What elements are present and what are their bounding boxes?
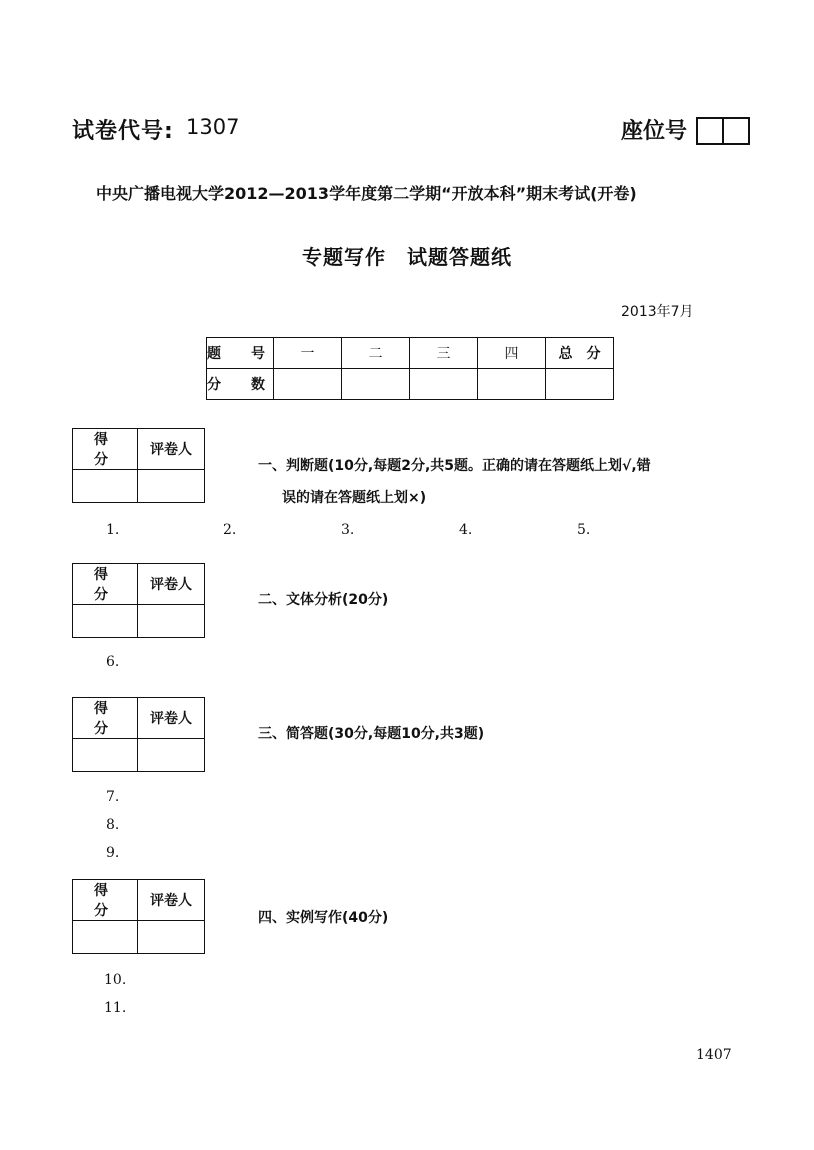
grader-box-4	[72, 879, 205, 954]
section-2-title: 二、文体分析(20分)	[258, 592, 389, 608]
score-header: 得 分	[73, 698, 138, 739]
paper-code-value: 1307	[186, 115, 240, 139]
score-cell-1[interactable]	[274, 369, 342, 400]
question-item: 5.	[577, 522, 591, 538]
section-1-title-cont: 误的请在答题纸上划×)	[282, 490, 427, 506]
question-item: 7.	[106, 789, 120, 805]
score-entry[interactable]	[73, 470, 138, 503]
column-4: 四	[478, 338, 546, 369]
score-entry[interactable]	[73, 739, 138, 772]
grader-entry[interactable]	[138, 921, 205, 954]
score-entry[interactable]	[73, 605, 138, 638]
grader-box-2	[72, 563, 205, 638]
question-item: 9.	[106, 845, 120, 861]
score-cell-3[interactable]	[410, 369, 478, 400]
score-table-score-row	[207, 369, 614, 400]
grader-entry[interactable]	[138, 739, 205, 772]
score-entry[interactable]	[73, 921, 138, 954]
question-item: 6.	[106, 654, 120, 670]
seat-number-box-2[interactable]	[722, 117, 750, 145]
question-item: 8.	[106, 817, 120, 833]
score-cell-4[interactable]	[478, 369, 546, 400]
paper-title: 专题写作 试题答题纸	[302, 245, 512, 269]
exam-date: 2013年7月	[621, 304, 694, 320]
question-item: 3.	[341, 522, 355, 538]
question-item: 2.	[223, 522, 237, 538]
section-1-title: 一、判断题(10分,每题2分,共5题。正确的请在答题纸上划√,错	[258, 458, 651, 474]
question-item: 10.	[104, 972, 127, 988]
seat-number-box-1[interactable]	[696, 117, 724, 145]
section-4-title: 四、实例写作(40分)	[258, 910, 389, 926]
column-2: 二	[342, 338, 410, 369]
score-header: 得 分	[73, 880, 138, 921]
score-cell-2[interactable]	[342, 369, 410, 400]
grader-entry[interactable]	[138, 605, 205, 638]
seat-number-label: 座位号	[621, 119, 688, 144]
grader-entry[interactable]	[138, 470, 205, 503]
question-number-label: 题 号	[207, 338, 274, 369]
grader-header: 评卷人	[138, 429, 205, 470]
page-number: 1407	[696, 1047, 732, 1063]
grader-header: 评卷人	[138, 698, 205, 739]
column-3: 三	[410, 338, 478, 369]
score-table-header-row	[207, 338, 614, 369]
question-item: 1.	[106, 522, 120, 538]
score-header: 得 分	[73, 564, 138, 605]
grader-header: 评卷人	[138, 880, 205, 921]
score-header: 得 分	[73, 429, 138, 470]
score-label: 分 数	[207, 369, 274, 400]
section-3-title: 三、简答题(30分,每题10分,共3题)	[258, 726, 485, 742]
score-cell-total[interactable]	[546, 369, 614, 400]
question-item: 11.	[104, 1000, 127, 1016]
score-table	[206, 337, 614, 400]
exam-title: 中央广播电视大学2012—2013学年度第二学期“开放本科”期末考试(开卷)	[96, 184, 637, 203]
column-total: 总 分	[546, 338, 614, 369]
question-item: 4.	[459, 522, 473, 538]
column-1: 一	[274, 338, 342, 369]
grader-header: 评卷人	[138, 564, 205, 605]
grader-box-3	[72, 697, 205, 772]
paper-code-label: 试卷代号:	[72, 119, 174, 144]
grader-box-1	[72, 428, 205, 503]
